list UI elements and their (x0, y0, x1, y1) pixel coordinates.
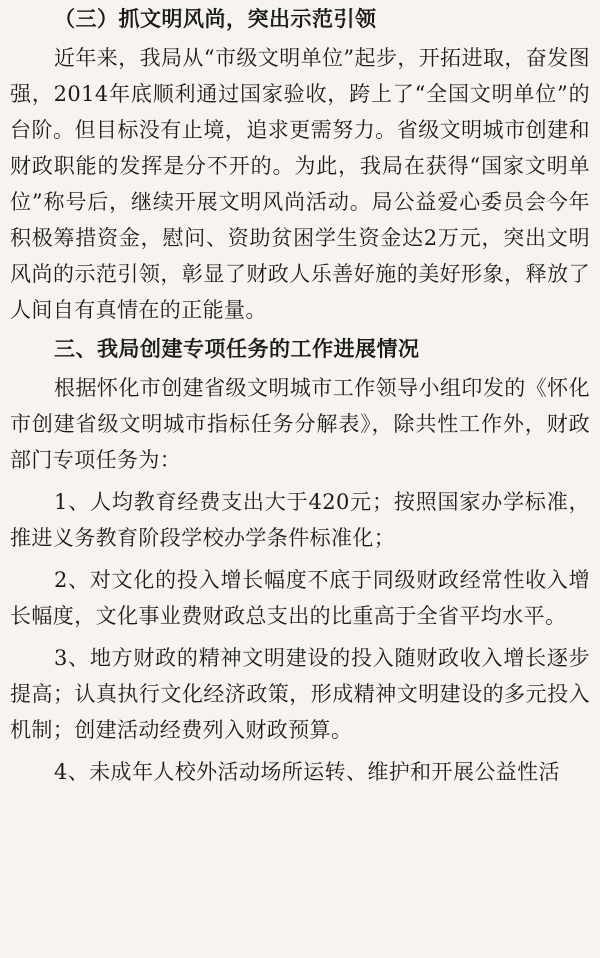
paragraph-civility-activities: 近年来，我局从“市级文明单位”起步，开拓进取，奋发图强，2014年底顺利通过国家验收，跨上了“全国文明单位”的台阶。但目标没有止境，追求更需努力。省级文明城市创建和财政职能的发挥是分不开的。为此，我局在获得“国家文明单位”称号后，继续开展文明风尚活动。局公益爱心委员会今年积极筹措资金，慰问、资助贫困学生资金达2万元，突出文明风尚的示范引领，彰显了财政人乐善好施的美好形象，释放了人间自有真情在的正能量。 (10, 46, 590, 322)
task-item-spiritual-civilization: 3、地方财政的精神文明建设的投入随财政收入增长逐步提高；认真执行文化经济政策，形成精神文明建设的多元投入机制；创建活动经费列入财政预算。 (10, 646, 590, 742)
task-item-culture: 2、对文化的投入增长幅度不底于同级财政经常性收入增长幅度，文化事业费财政总支出的比重高于全省平均水平。 (10, 568, 590, 628)
section-heading-promote-civility: （三）抓文明风尚，突出示范引领 (54, 7, 377, 31)
task-item-education: 1、人均教育经费支出大于420元；按照国家办学标准，推进义务教育阶段学校办学条件标准化； (10, 490, 590, 550)
paragraph-task-basis: 根据怀化市创建省级文明城市工作领导小组印发的《怀化市创建省级文明城市指标任务分解表》，除共性工作外，财政部门专项任务为： (10, 376, 590, 472)
section-heading-special-tasks: 三、我局创建专项任务的工作进展情况 (54, 337, 420, 361)
task-item-minors-venues: 4、未成年人校外活动场所运转、维护和开展公益性活 (54, 760, 560, 784)
